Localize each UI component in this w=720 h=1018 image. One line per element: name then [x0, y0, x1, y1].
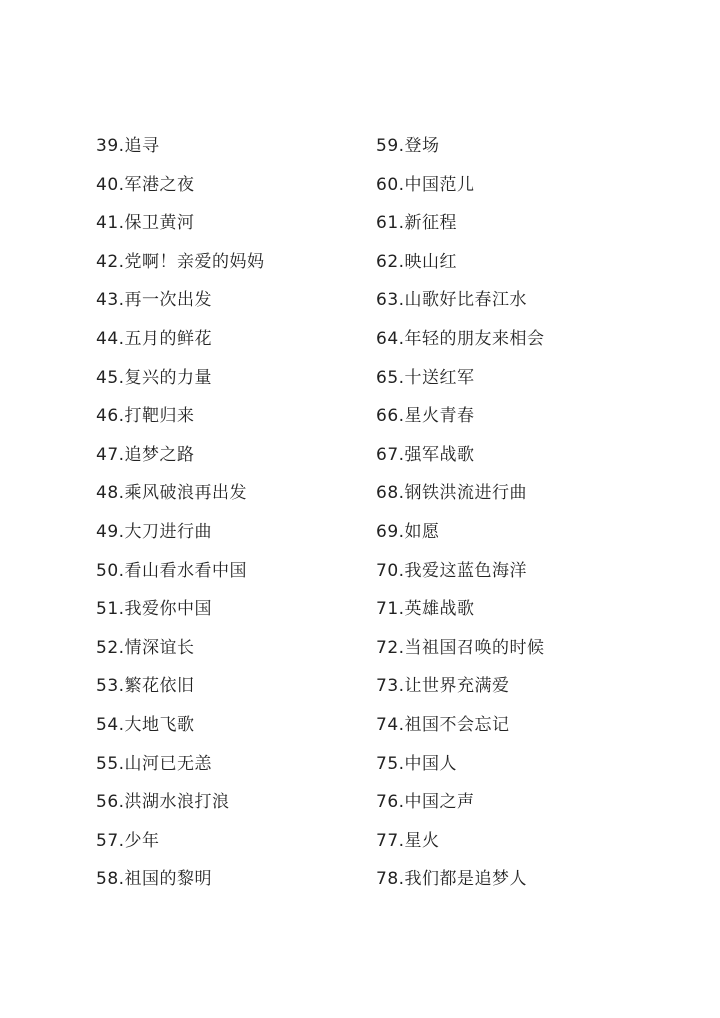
song-number: 60. [376, 174, 405, 195]
song-title: 繁花依旧 [124, 676, 195, 697]
song-title: 山河已无恙 [124, 753, 213, 774]
song-title: 当祖国召唤的时候 [404, 637, 545, 658]
song-list-item [376, 745, 676, 784]
song-list-item [376, 166, 676, 205]
song-title: 中国人 [404, 753, 458, 774]
song-list-right-column [376, 127, 676, 899]
song-title: 军港之夜 [124, 174, 195, 195]
song-title: 复兴的力量 [124, 367, 213, 388]
song-list-item [96, 359, 366, 398]
song-title: 如愿 [404, 521, 440, 542]
song-number: 56. [96, 792, 125, 813]
song-number: 42. [96, 251, 125, 272]
song-list-item [376, 320, 676, 359]
song-number: 41. [96, 213, 125, 234]
song-title: 山歌好比春江水 [404, 290, 528, 311]
song-title: 追寻 [124, 136, 160, 156]
song-title: 我爱这蓝色海洋 [404, 560, 528, 581]
song-list-item [96, 590, 366, 629]
song-list-item [96, 783, 366, 822]
song-list-item [96, 127, 366, 166]
song-title: 中国范儿 [404, 174, 475, 195]
song-list-item [376, 783, 676, 822]
song-title: 情深谊长 [124, 637, 195, 658]
song-list-item [96, 629, 366, 668]
song-number: 48. [96, 483, 125, 504]
song-list-item [376, 243, 676, 282]
song-list-item [96, 552, 366, 591]
song-title: 祖国的黎明 [124, 869, 213, 890]
song-list-item [96, 166, 366, 205]
song-list-item [376, 359, 676, 398]
song-title: 大地飞歌 [124, 714, 195, 735]
song-title: 我爱你中国 [124, 599, 213, 620]
song-title: 我们都是追梦人 [404, 869, 528, 890]
song-list-item [376, 590, 676, 629]
song-list-item [96, 745, 366, 784]
song-number: 72. [376, 637, 405, 658]
song-number: 69. [376, 521, 405, 542]
song-number: 43. [96, 290, 125, 311]
song-title: 追梦之路 [124, 444, 195, 465]
song-number: 61. [376, 213, 405, 234]
song-list-item [376, 860, 676, 899]
song-list-item [96, 436, 366, 475]
song-number: 52. [96, 637, 125, 658]
song-title: 乘风破浪再出发 [124, 483, 248, 504]
song-title: 钢铁洪流进行曲 [404, 483, 528, 504]
song-number: 58. [96, 869, 125, 890]
song-title: 英雄战歌 [404, 599, 475, 620]
song-number: 65. [376, 367, 405, 388]
song-list-item [96, 474, 366, 513]
song-number: 45. [96, 367, 125, 388]
song-title: 星火 [404, 830, 440, 851]
song-title: 保卫黄河 [124, 213, 195, 234]
song-list-item [376, 281, 676, 320]
song-number: 73. [376, 676, 405, 697]
song-number: 75. [376, 753, 405, 774]
song-list-item [376, 204, 676, 243]
song-number: 39. [96, 136, 125, 156]
song-number: 59. [376, 136, 405, 156]
song-number: 54. [96, 714, 125, 735]
song-title: 五月的鲜花 [124, 328, 213, 349]
song-number: 78. [376, 869, 405, 890]
song-list-item [96, 706, 366, 745]
song-list-item [96, 204, 366, 243]
song-list-left-column [96, 127, 366, 899]
song-number: 40. [96, 174, 125, 195]
song-list-item [96, 397, 366, 436]
song-title: 新征程 [404, 213, 458, 234]
song-number: 66. [376, 406, 405, 427]
song-title: 洪湖水浪打浪 [124, 792, 230, 813]
song-number: 74. [376, 714, 405, 735]
song-title: 少年 [124, 830, 160, 851]
song-number: 57. [96, 830, 125, 851]
song-title: 再一次出发 [124, 290, 213, 311]
song-list-item [376, 127, 676, 166]
song-number: 50. [96, 560, 125, 581]
song-title: 登场 [404, 136, 440, 156]
song-title: 中国之声 [404, 792, 475, 813]
song-title: 让世界充满爱 [404, 676, 510, 697]
song-list-item [96, 860, 366, 899]
song-number: 47. [96, 444, 125, 465]
song-list-item [376, 822, 676, 861]
song-list-item [96, 513, 366, 552]
song-title: 星火青春 [404, 406, 475, 427]
song-number: 62. [376, 251, 405, 272]
song-title: 十送红军 [404, 367, 475, 388]
song-list-item [376, 397, 676, 436]
song-number: 53. [96, 676, 125, 697]
song-number: 64. [376, 328, 405, 349]
song-title: 强军战歌 [404, 444, 475, 465]
song-list-item [376, 629, 676, 668]
song-title: 看山看水看中国 [124, 560, 248, 581]
song-list-item [376, 552, 676, 591]
song-number: 70. [376, 560, 405, 581]
song-title: 党啊！亲爱的妈妈 [124, 251, 265, 272]
song-title: 映山红 [404, 251, 458, 272]
song-number: 49. [96, 521, 125, 542]
song-number: 46. [96, 406, 125, 427]
song-number: 51. [96, 599, 125, 620]
song-number: 63. [376, 290, 405, 311]
song-number: 44. [96, 328, 125, 349]
song-number: 76. [376, 792, 405, 813]
song-number: 67. [376, 444, 405, 465]
song-list-item [96, 822, 366, 861]
song-title: 祖国不会忘记 [404, 714, 510, 735]
song-list-item [96, 243, 366, 282]
song-list-item [376, 667, 676, 706]
song-list-item [96, 281, 366, 320]
song-list-item [376, 436, 676, 475]
song-title: 年轻的朋友来相会 [404, 328, 545, 349]
song-title: 大刀进行曲 [124, 521, 213, 542]
song-number: 68. [376, 483, 405, 504]
song-list-item [376, 706, 676, 745]
song-number: 55. [96, 753, 125, 774]
song-number: 71. [376, 599, 405, 620]
song-list-item [376, 513, 676, 552]
song-list-item [376, 474, 676, 513]
song-title: 打靶归来 [124, 406, 195, 427]
song-list-item [96, 667, 366, 706]
song-number: 77. [376, 830, 405, 851]
song-list-item [96, 320, 366, 359]
